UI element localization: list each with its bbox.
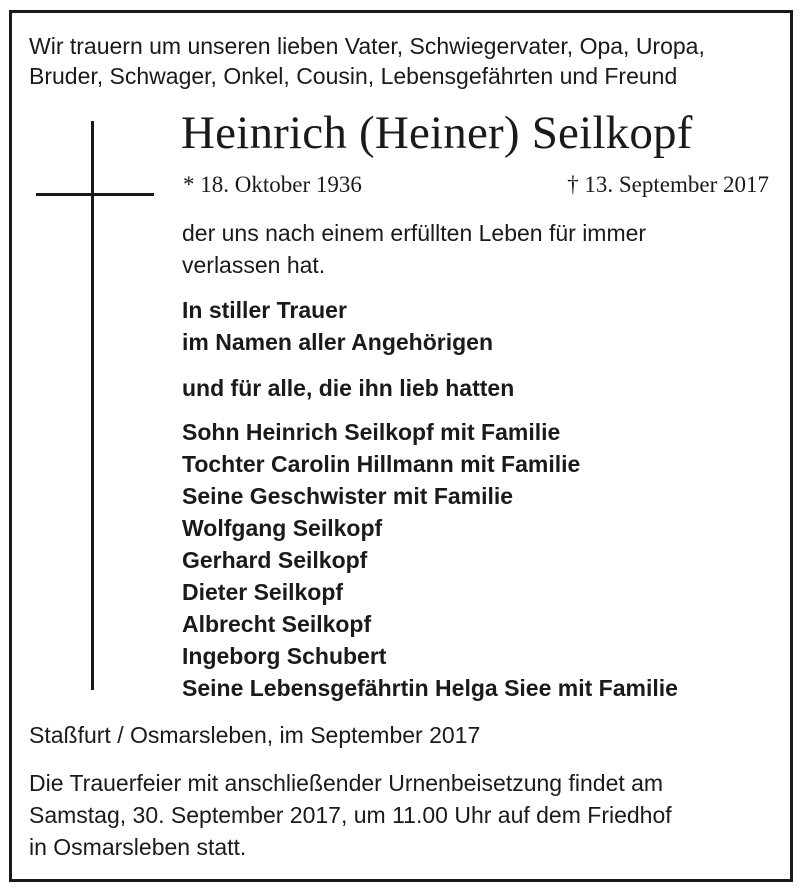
funeral-line-1: Die Trauerfeier mit anschließender Urnenbeisetzung findet am (29, 770, 664, 796)
funeral-line-2: Samstag, 30. September 2017, um 11.00 Uhr auf dem Friedhof (29, 802, 672, 828)
mourner-item: Sohn Heinrich Seilkopf mit Familie (182, 419, 561, 445)
mourner-item: Dieter Seilkopf (182, 579, 344, 605)
cross-symbol-horizontal (36, 193, 154, 196)
mourner-item: Tochter Carolin Hillmann mit Familie (182, 451, 581, 477)
cross-symbol-vertical (91, 121, 94, 690)
tribute-line-1: der uns nach einem erfüllten Leben für immer (182, 220, 647, 246)
birth-date: * 18. Oktober 1936 (183, 172, 362, 197)
mourner-item: Albrecht Seilkopf (182, 611, 372, 637)
place-and-date: Staßfurt / Osmarsleben, im September 2017 (29, 722, 481, 748)
mourner-item: Wolfgang Seilkopf (182, 515, 383, 541)
mourner-item: Seine Lebensgefährtin Helga Siee mit Familie (182, 675, 678, 701)
mourner-item: Ingeborg Schubert (182, 643, 387, 669)
deceased-name: Heinrich (Heiner) Seilkopf (181, 107, 693, 159)
mourning-line-2: im Namen aller Angehörigen (182, 329, 493, 355)
mourner-item: Gerhard Seilkopf (182, 547, 368, 573)
mourner-item: Seine Geschwister mit Familie (182, 483, 514, 509)
mourning-line-3: und für alle, die ihn lieb hatten (182, 375, 515, 401)
tribute-line-2: verlassen hat. (182, 252, 326, 278)
mourning-line-1: In stiller Trauer (182, 297, 347, 323)
intro-line-2: Bruder, Schwager, Onkel, Cousin, Lebensgefährten und Freund (29, 63, 678, 89)
death-date: † 13. September 2017 (567, 172, 769, 197)
funeral-line-3: in Osmarsleben statt. (29, 834, 247, 860)
intro-line-1: Wir trauern um unseren lieben Vater, Schwiegervater, Opa, Uropa, (29, 33, 705, 59)
